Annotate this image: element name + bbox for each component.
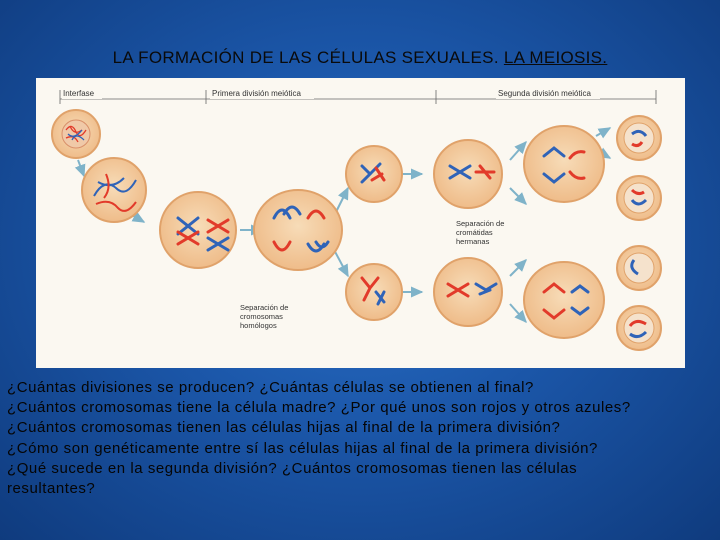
label-sep-homologs xyxy=(240,303,288,330)
cell-anaphase-1 xyxy=(254,190,342,270)
svg-text:Separación de: Separación de xyxy=(456,219,505,228)
final-cell-4 xyxy=(617,306,661,350)
question-line: ¿Cómo son genéticamente entre sí las células hijas al final de la primera división? xyxy=(7,439,598,457)
question-line: ¿Cuántas divisiones se producen? ¿Cuántas células se obtienen al final? xyxy=(7,379,534,396)
slide-title xyxy=(0,48,720,68)
question-line: ¿Qué sucede en la segunda división? ¿Cuántos cromosomas tienen las células xyxy=(7,459,578,477)
title-text: LA FORMACIÓN DE LAS CÉLULAS SEXUALES. xyxy=(112,48,504,67)
title-meiosis: LA MEIOSIS. xyxy=(503,48,608,67)
question-line: resultantes? xyxy=(7,480,96,498)
question-list xyxy=(7,378,719,499)
final-cell-3 xyxy=(617,246,661,290)
stage-headers xyxy=(60,88,656,104)
cell-metaphase-1 xyxy=(160,192,236,268)
cell-anaphase-2-top xyxy=(524,126,604,202)
stage-interfase: Interfase xyxy=(63,89,95,98)
final-cell-2 xyxy=(617,176,661,220)
svg-text:cromátidas: cromátidas xyxy=(456,228,493,237)
question-line: ¿Cuántos cromosomas tienen las células hijas al final de la primera división? xyxy=(7,419,561,437)
svg-text:hermanas: hermanas xyxy=(456,237,490,246)
svg-text:Separación de: Separación de xyxy=(240,303,289,312)
stage-first-division: Primera división meiótica xyxy=(212,89,301,98)
meiosis-diagram xyxy=(36,78,685,368)
svg-text:homólogos: homólogos xyxy=(240,321,277,330)
cell-prophase xyxy=(82,158,146,222)
question-line: ¿Cuántos cromosomas tiene la célula madre? ¿Por qué unos son rojos y otros azules? xyxy=(7,399,631,417)
svg-text:cromosomas: cromosomas xyxy=(240,312,283,321)
cell-anaphase-2-bottom xyxy=(524,262,604,338)
cell-interphase xyxy=(52,110,100,158)
cell-telophase-1-top xyxy=(346,146,402,202)
label-sep-chromatids xyxy=(456,219,504,246)
cell-telophase-1-bottom xyxy=(346,264,402,320)
final-cell-1 xyxy=(617,116,661,160)
cell-metaphase-2-bottom xyxy=(434,258,502,326)
stage-second-division: Segunda división meiótica xyxy=(498,89,591,98)
cell-metaphase-2-top xyxy=(434,140,502,208)
